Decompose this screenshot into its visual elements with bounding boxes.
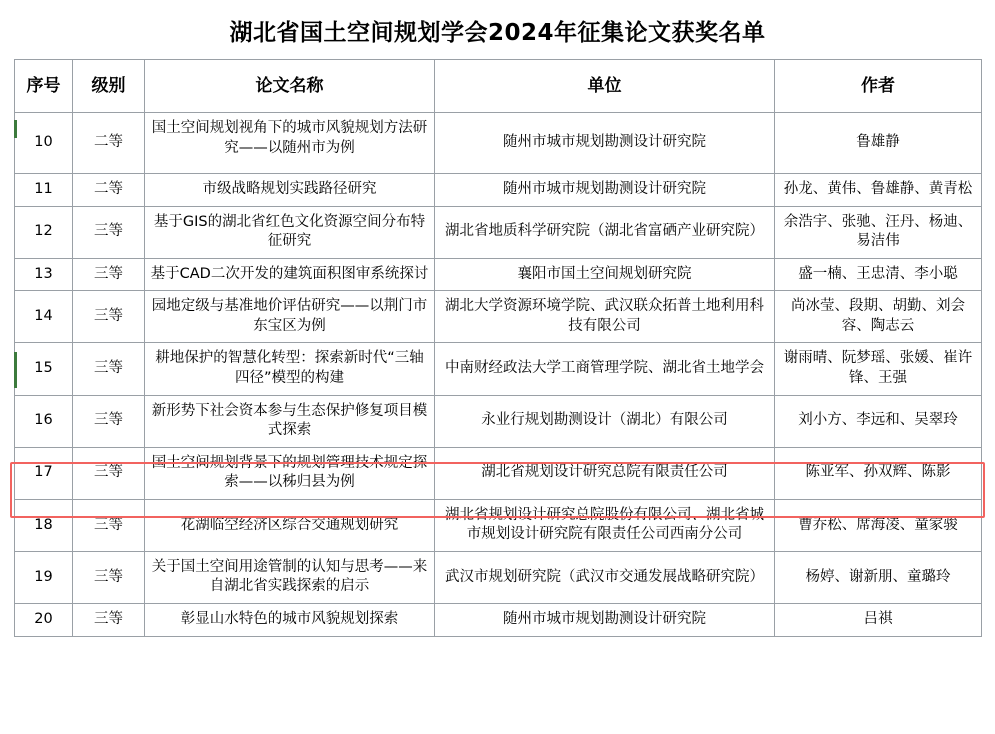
cell-author: 刘小方、李远和、吴翠玲 bbox=[775, 395, 982, 447]
cell-org: 永业行规划勘测设计（湖北）有限公司 bbox=[435, 395, 775, 447]
cell-paper: 花湖临空经济区综合交通规划研究 bbox=[145, 499, 435, 551]
table-row bbox=[15, 447, 982, 499]
table-row-highlighted bbox=[15, 395, 982, 447]
cell-paper: 市级战略规划实践路径研究 bbox=[145, 174, 435, 207]
cell-org: 襄阳市国土空间规划研究院 bbox=[435, 258, 775, 291]
left-edge-mark-middle bbox=[14, 352, 17, 388]
cell-author: 余浩宇、张驰、汪丹、杨迪、易洁伟 bbox=[775, 206, 982, 258]
cell-paper: 耕地保护的智慧化转型：探索新时代“三轴四径”模型的构建 bbox=[145, 343, 435, 395]
cell-seq: 16 bbox=[15, 395, 73, 447]
cell-level: 三等 bbox=[73, 258, 145, 291]
table-row bbox=[15, 343, 982, 395]
cell-author: 陈亚军、孙双辉、陈影 bbox=[775, 447, 982, 499]
cell-org: 湖北省地质科学研究院（湖北省富硒产业研究院） bbox=[435, 206, 775, 258]
cell-org: 湖北大学资源环境学院、武汉联众拓普土地利用科技有限公司 bbox=[435, 291, 775, 343]
column-header-org: 单位 bbox=[435, 60, 775, 113]
cell-seq: 19 bbox=[15, 551, 73, 603]
cell-level: 三等 bbox=[73, 395, 145, 447]
cell-seq: 11 bbox=[15, 174, 73, 207]
cell-paper-text: 国土空间规划视角下的城市风貌规划方法研究——以随州市为例 bbox=[151, 120, 428, 156]
cell-level: 三等 bbox=[73, 447, 145, 499]
cell-paper: 新形势下社会资本参与生态保护修复项目模式探索 bbox=[145, 395, 435, 447]
cell-seq: 20 bbox=[15, 604, 73, 637]
cell-seq: 17 bbox=[15, 447, 73, 499]
cell-author: 杨婷、谢新朋、童璐玲 bbox=[775, 551, 982, 603]
table-header bbox=[15, 60, 982, 113]
cell-author: 谢雨晴、阮梦瑶、张媛、崔许锋、王强 bbox=[775, 343, 982, 395]
cell-org: 中南财经政法大学工商管理学院、湖北省土地学会 bbox=[435, 343, 775, 395]
cell-paper: 基于GIS的湖北省红色文化资源空间分布特征研究 bbox=[145, 206, 435, 258]
table-row bbox=[15, 499, 982, 551]
left-edge-mark-top bbox=[14, 120, 17, 138]
page-title: 湖北省国土空间规划学会2024年征集论文获奖名单 bbox=[229, 20, 766, 46]
cell-org: 武汉市规划研究院（武汉市交通发展战略研究院） bbox=[435, 551, 775, 603]
cell-author: 鲁雄静 bbox=[775, 113, 982, 174]
table-row bbox=[15, 551, 982, 603]
table-row bbox=[15, 604, 982, 637]
cell-paper: 园地定级与基准地价评估研究——以荆门市东宝区为例 bbox=[145, 291, 435, 343]
cell-seq: 14 bbox=[15, 291, 73, 343]
table-row bbox=[15, 113, 982, 174]
column-header-author: 作者 bbox=[775, 60, 982, 113]
cell-level: 二等 bbox=[73, 174, 145, 207]
table-row bbox=[15, 258, 982, 291]
cell-author: 盛一楠、王忠清、李小聪 bbox=[775, 258, 982, 291]
cell-level: 三等 bbox=[73, 343, 145, 395]
cell-org: 湖北省规划设计研究总院有限责任公司 bbox=[435, 447, 775, 499]
page-bottom-margin bbox=[0, 720, 995, 734]
cell-paper: 关于国土空间用途管制的认知与思考——来自湖北省实践探索的启示 bbox=[145, 551, 435, 603]
table-row bbox=[15, 206, 982, 258]
cell-level: 三等 bbox=[73, 206, 145, 258]
cell-paper: 彰显山水特色的城市风貌规划探索 bbox=[145, 604, 435, 637]
cell-org: 随州市城市规划勘测设计研究院 bbox=[435, 174, 775, 207]
cell-org: 随州市城市规划勘测设计研究院 bbox=[435, 113, 775, 174]
cell-seq: 10 bbox=[15, 113, 73, 174]
cell-level: 二等 bbox=[73, 113, 145, 174]
award-list-table bbox=[14, 59, 982, 637]
cell-paper: 基于CAD二次开发的建筑面积图审系统探讨 bbox=[145, 258, 435, 291]
column-header-level: 级别 bbox=[73, 60, 145, 113]
table-row bbox=[15, 291, 982, 343]
cell-seq: 13 bbox=[15, 258, 73, 291]
column-header-seq: 序号 bbox=[15, 60, 73, 113]
cell-level: 三等 bbox=[73, 604, 145, 637]
table-header-row bbox=[15, 60, 982, 113]
cell-level: 三等 bbox=[73, 551, 145, 603]
cell-seq: 18 bbox=[15, 499, 73, 551]
cell-level: 三等 bbox=[73, 291, 145, 343]
cell-paper bbox=[145, 113, 435, 174]
cell-org: 随州市城市规划勘测设计研究院 bbox=[435, 604, 775, 637]
cell-author: 曹乔松、席海凌、童家骏 bbox=[775, 499, 982, 551]
cell-paper: 国土空间规划背景下的规划管理技术规定探索——以秭归县为例 bbox=[145, 447, 435, 499]
column-header-paper: 论文名称 bbox=[145, 60, 435, 113]
cell-author: 吕祺 bbox=[775, 604, 982, 637]
cell-seq: 12 bbox=[15, 206, 73, 258]
cell-author: 尚冰莹、段期、胡勤、刘会容、陶志云 bbox=[775, 291, 982, 343]
cell-level: 三等 bbox=[73, 499, 145, 551]
table-row bbox=[15, 174, 982, 207]
cell-author: 孙龙、黄伟、鲁雄静、黄青松 bbox=[775, 174, 982, 207]
cell-seq: 15 bbox=[15, 343, 73, 395]
table-body bbox=[15, 113, 982, 637]
cell-org: 湖北省规划设计研究总院股份有限公司、湖北省城市规划设计研究院有限责任公司西南分公司 bbox=[435, 499, 775, 551]
